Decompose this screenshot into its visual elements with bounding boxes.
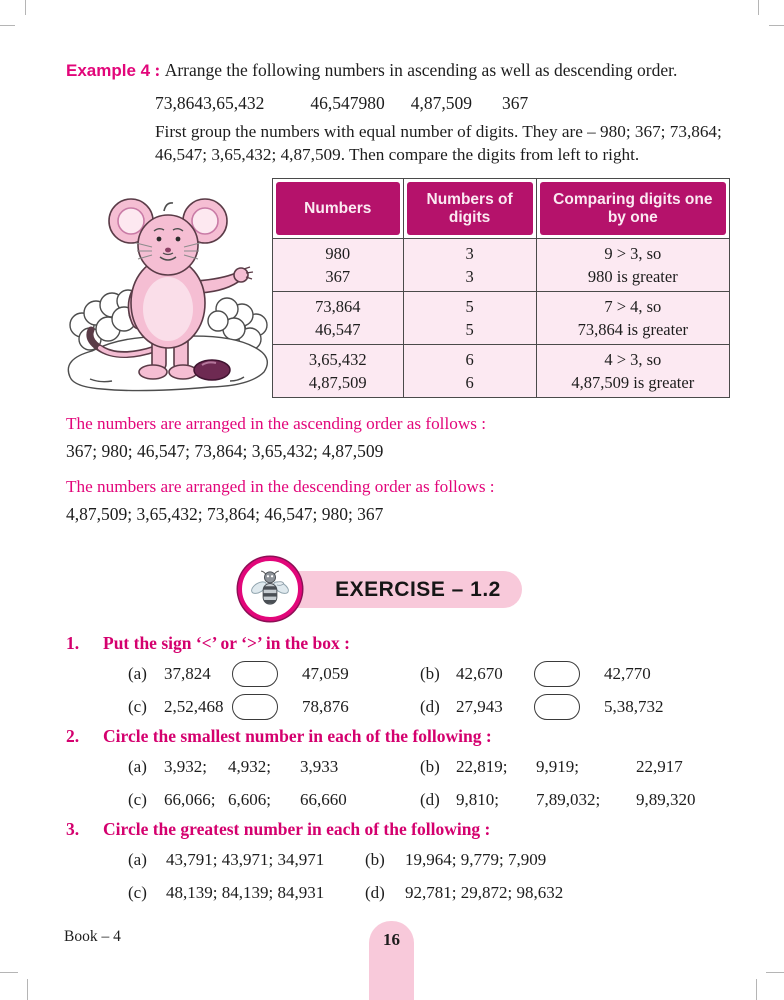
item-right-number: 5,38,732: [604, 697, 664, 716]
table-row: [273, 344, 729, 397]
item-label: (b): [420, 757, 440, 776]
q3-item-c: [128, 879, 365, 907]
question-text: Put the sign ‘<’ or ‘>’ in the box :: [103, 633, 350, 653]
cell-value: 980: [325, 243, 351, 263]
item-values: 19,964; 9,779; 7,909: [405, 850, 547, 869]
mouse-illustration: [60, 183, 276, 399]
q2-item-d: [420, 786, 748, 814]
item-label: (d): [420, 790, 440, 809]
sign-answer-box[interactable]: [534, 661, 580, 687]
item-right-number: 78,876: [302, 697, 349, 716]
cell-value: 73,864 is greater: [577, 319, 689, 339]
example-number: 4,87,509: [410, 93, 472, 113]
question-number: 3.: [66, 819, 80, 839]
item-label: (d): [365, 883, 385, 902]
question-1-heading: [66, 633, 766, 654]
item-left-number: 42,670: [456, 664, 503, 683]
cell-value: 73,864: [315, 296, 361, 316]
item-value: 22,819;: [456, 757, 508, 776]
question-3-heading: [66, 819, 766, 840]
example-label: Example 4: [66, 61, 151, 80]
q3-item-b: [365, 846, 748, 874]
question-number: 2.: [66, 726, 80, 746]
question-text: Circle the smallest number in each of the following :: [103, 726, 492, 746]
item-label: (b): [365, 850, 385, 869]
example-heading: [66, 60, 766, 81]
question-3-items: [128, 846, 748, 907]
item-values: 43,791; 43,971; 34,971: [166, 850, 325, 869]
item-left-number: 37,824: [164, 664, 211, 683]
example-number: 367: [502, 93, 529, 113]
item-value: 9,89,320: [636, 790, 696, 809]
example-number: 73,8643,65,432: [155, 93, 265, 113]
cell-value: 46,547: [315, 319, 361, 339]
item-label: (a): [128, 757, 147, 776]
item-value: 6,606;: [228, 790, 271, 809]
cell-value: 6: [465, 349, 474, 369]
cell-value: 4,87,509: [308, 372, 367, 392]
crop-mark: [766, 972, 784, 973]
item-label: (a): [128, 664, 147, 683]
item-label: (c): [128, 790, 147, 809]
sign-answer-box[interactable]: [232, 661, 278, 687]
item-left-number: 2,52,468: [164, 697, 224, 716]
q2-item-c: [128, 786, 420, 814]
table-header-cell: [403, 179, 536, 238]
crop-mark: [0, 972, 18, 973]
item-values: 48,139; 84,139; 84,931: [166, 883, 325, 902]
example-colon: :: [150, 60, 165, 80]
item-right-number: 42,770: [604, 664, 651, 683]
cell-value: 5: [465, 319, 474, 339]
page-number: 16: [383, 930, 400, 949]
item-value: 3,932;: [164, 757, 207, 776]
sign-answer-box[interactable]: [534, 694, 580, 720]
table-header-cell: [536, 179, 729, 238]
crop-mark: [0, 25, 15, 26]
item-left-number: 27,943: [456, 697, 503, 716]
descending-label: The numbers are arranged in the descending order as follows :: [66, 477, 495, 496]
item-value: 66,660: [300, 790, 347, 809]
example-numbers: [155, 93, 558, 114]
descending-values: 4,87,509; 3,65,432; 73,864; 46,547; 980; 367: [66, 504, 384, 524]
q3-item-d: [365, 879, 748, 907]
q2-item-b: [420, 753, 748, 781]
cell-value: 4,87,509 is greater: [571, 372, 695, 392]
mouse-illustration-svg: [60, 183, 276, 399]
question-1-items: [128, 660, 748, 721]
item-value: 22,917: [636, 757, 683, 776]
item-value: 3,933: [300, 757, 339, 776]
q1-item-c: [128, 693, 420, 721]
item-label: (c): [128, 883, 147, 902]
item-values: 92,781; 29,872; 98,632: [405, 883, 564, 902]
q1-item-a: [128, 660, 420, 688]
question-number: 1.: [66, 633, 80, 653]
cell-value: 5: [465, 296, 474, 316]
bee-icon: [238, 557, 302, 621]
item-label: (c): [128, 697, 147, 716]
question-2-heading: [66, 726, 766, 747]
example-intro: Arrange the following numbers in ascending as well as descending order.: [164, 60, 678, 80]
ascending-values: 367; 980; 46,547; 73,864; 3,65,432; 4,87,509: [66, 441, 384, 461]
cell-value: 3,65,432: [308, 349, 367, 369]
cell-value: 9 > 3, so: [604, 243, 662, 263]
item-label: (a): [128, 850, 147, 869]
item-right-number: 47,059: [302, 664, 349, 683]
question-text: Circle the greatest number in each of the following :: [103, 819, 491, 839]
q1-item-d: [420, 693, 748, 721]
header-comparing: Comparing digits one by one: [540, 182, 726, 235]
crop-mark: [758, 0, 759, 15]
q3-item-a: [128, 846, 365, 874]
header-numbers: Numbers: [276, 182, 400, 235]
crop-mark: [769, 25, 784, 26]
question-2-items: [128, 753, 748, 814]
item-value: 9,810;: [456, 790, 499, 809]
cell-value: 7 > 4, so: [604, 296, 662, 316]
crop-mark: [27, 979, 28, 1000]
table-row: [273, 239, 729, 291]
example-explanation: First group the numbers with equal number of digits. They are – 980; 367; 73,864; 46,547; 3,65,432; 4,87,509. Then compare the digits from left to right.: [155, 122, 722, 164]
cell-value: 3: [465, 266, 474, 286]
cell-value: 4 > 3, so: [604, 349, 662, 369]
ascending-label: The numbers are arranged in the ascending order as follows :: [66, 414, 486, 433]
item-label: (b): [420, 664, 440, 683]
book-label: Book – 4: [64, 928, 121, 945]
crop-mark: [756, 979, 757, 1000]
cell-value: 367: [325, 266, 351, 286]
item-value: 7,89,032;: [536, 790, 601, 809]
example-number: 46,547980: [310, 93, 385, 113]
item-label: (d): [420, 697, 440, 716]
header-digits: Numbers of digits: [407, 182, 533, 235]
table-header-cell: [273, 179, 403, 238]
item-value: 66,066;: [164, 790, 216, 809]
item-value: 4,932;: [228, 757, 271, 776]
table-row: [273, 291, 729, 344]
page-number-tab: [369, 921, 414, 1000]
item-value: 9,919;: [536, 757, 579, 776]
comparison-table: [272, 178, 730, 398]
sign-answer-box[interactable]: [232, 694, 278, 720]
crop-mark: [25, 0, 26, 15]
exercise-title: EXERCISE – 1.2: [335, 577, 501, 601]
cell-value: 3: [465, 243, 474, 263]
q1-item-b: [420, 660, 748, 688]
cell-value: 6: [465, 372, 474, 392]
cell-value: 980 is greater: [587, 266, 678, 286]
table-header-row: [273, 179, 729, 239]
q2-item-a: [128, 753, 420, 781]
